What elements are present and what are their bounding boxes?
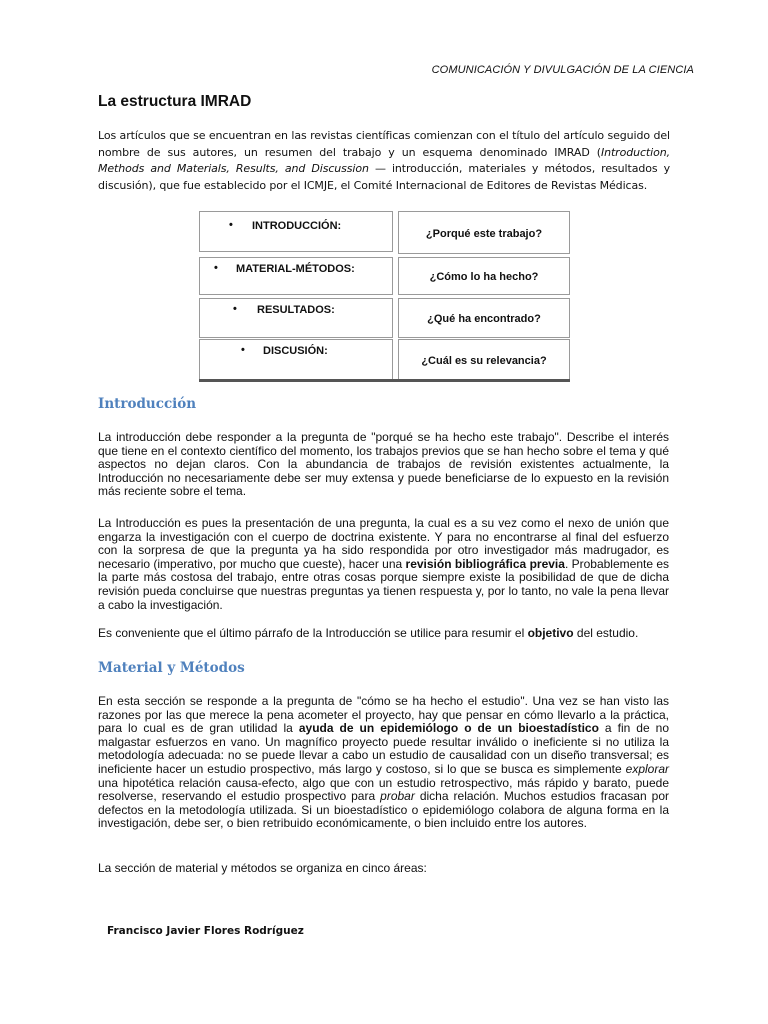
question-cell: ¿Qué ha encontrado? xyxy=(398,298,570,338)
bullet-icon: • xyxy=(241,344,245,356)
footer-author: Francisco Javier Flores Rodríguez xyxy=(107,925,304,937)
bullet-icon: • xyxy=(214,262,218,274)
running-header: COMUNICACIÓN Y DIVULGACIÓN DE LA CIENCIA xyxy=(431,64,694,76)
question-cell: ¿Porqué este trabajo? xyxy=(398,211,570,254)
section-heading-material-metodos: Material y Métodos xyxy=(98,660,245,676)
table-bottom-rule xyxy=(199,379,570,382)
table-row xyxy=(199,211,393,252)
methods-body-paragraph: La sección de material y métodos se organiza en cinco áreas: xyxy=(98,861,427,875)
table-row xyxy=(199,339,393,380)
intro-body-paragraph: La Introducción es pues la presentación de una pregunta, la cual es a su vez como el nexo de unión que engarza la investigación con el cuerpo de doctrina existente. Y para no encontrarse al final del esfuerzo con la sorpresa de que la pregunta ya ha sido respondida por otro investigador más madrugador, es necesario (imperativo, por mucho que cueste), hacer una revisión bibliográfica previa. Probablemente es la parte más costosa del trabajo, entre otras cosas porque siempre existe la posibilidad de que de dicha revisión pueda concluirse que nuestras preguntas ya tienen respuesta y, por lo tanto, no vale la pena llevar a cabo la investigación. xyxy=(98,516,670,612)
question-cell: ¿Cuál es su relevancia? xyxy=(398,339,570,380)
table-row xyxy=(199,257,393,295)
section-label: DISCUSIÓN: xyxy=(263,345,328,357)
intro-body-paragraph: La introducción debe responder a la pregunta de "porqué se ha hecho este trabajo". Describe el interés que tiene en el contexto científico del momento, los trabajos previos que se han hecho sobre el tema y qué aspectos no dejan claros. Con la abundancia de trabajos de revisión existentes actualmente, la Introducción no necesariamente debe ser muy extensa y puede beneficiarse de lo expuesto en la revisión más reciente sobre el tema. xyxy=(98,430,669,499)
section-label: RESULTADOS: xyxy=(257,304,335,316)
section-label: INTRODUCCIÓN: xyxy=(252,220,342,232)
section-label: MATERIAL-MÉTODOS: xyxy=(236,263,355,275)
bullet-icon: • xyxy=(233,303,237,315)
table-row xyxy=(199,298,393,338)
page-title: La estructura IMRAD xyxy=(98,93,252,110)
question-cell: ¿Cómo lo ha hecho? xyxy=(398,257,570,295)
intro-paragraph: Los artículos que se encuentran en las revistas científicas comienzan con el título del artículo seguido del nombre de sus autores, un resumen del trabajo y un esquema denominado IMRAD (Introduction, Methods and Materials, Results, and Discussion — introducción, materiales y métodos, resultados y discusión), que fue establecido por el ICMJE, el Comité Internacional de Editores de Revistas Médicas. xyxy=(98,129,670,192)
imrad-table xyxy=(199,211,570,381)
methods-body-paragraph: En esta sección se responde a la pregunta de "cómo se ha hecho el estudio". Una vez se han visto las razones por las que merece la pena acometer el proyecto, hay que pensar en cómo llevarlo a la práctica, para lo cual es de gran utilidad la ayuda de un epidemiólogo o de un bioestadístico a fin de no malgastar esfuerzos en vano. Un magnífico proyecto puede resultar inválido o ineficiente si no utiliza la metodología adecuada: no se puede llevar a cabo un estudio de causalidad con un diseño transversal; es ineficiente hacer un estudio prospectivo, más largo y costoso, si lo que se busca es simplemente explorar una hipotética relación causa-efecto, algo que con un estudio retrospectivo, más rápido y barato, puede resolverse, reservando el estudio prospectivo para probar dicha relación. Muchos estudios fracasan por defectos en la metodología utilizada. Si un bioestadístico o epidemiólogo colabora de alguna forma en la investigación, debe ser, o bien retribuido económicamente, o bien incluido entre los autores. xyxy=(98,694,669,831)
bullet-icon: • xyxy=(229,219,233,231)
section-heading-introduccion: Introducción xyxy=(98,396,197,412)
intro-body-paragraph: Es conveniente que el último párrafo de la Introducción se utilice para resumir el objetivo del estudio. xyxy=(98,626,639,640)
